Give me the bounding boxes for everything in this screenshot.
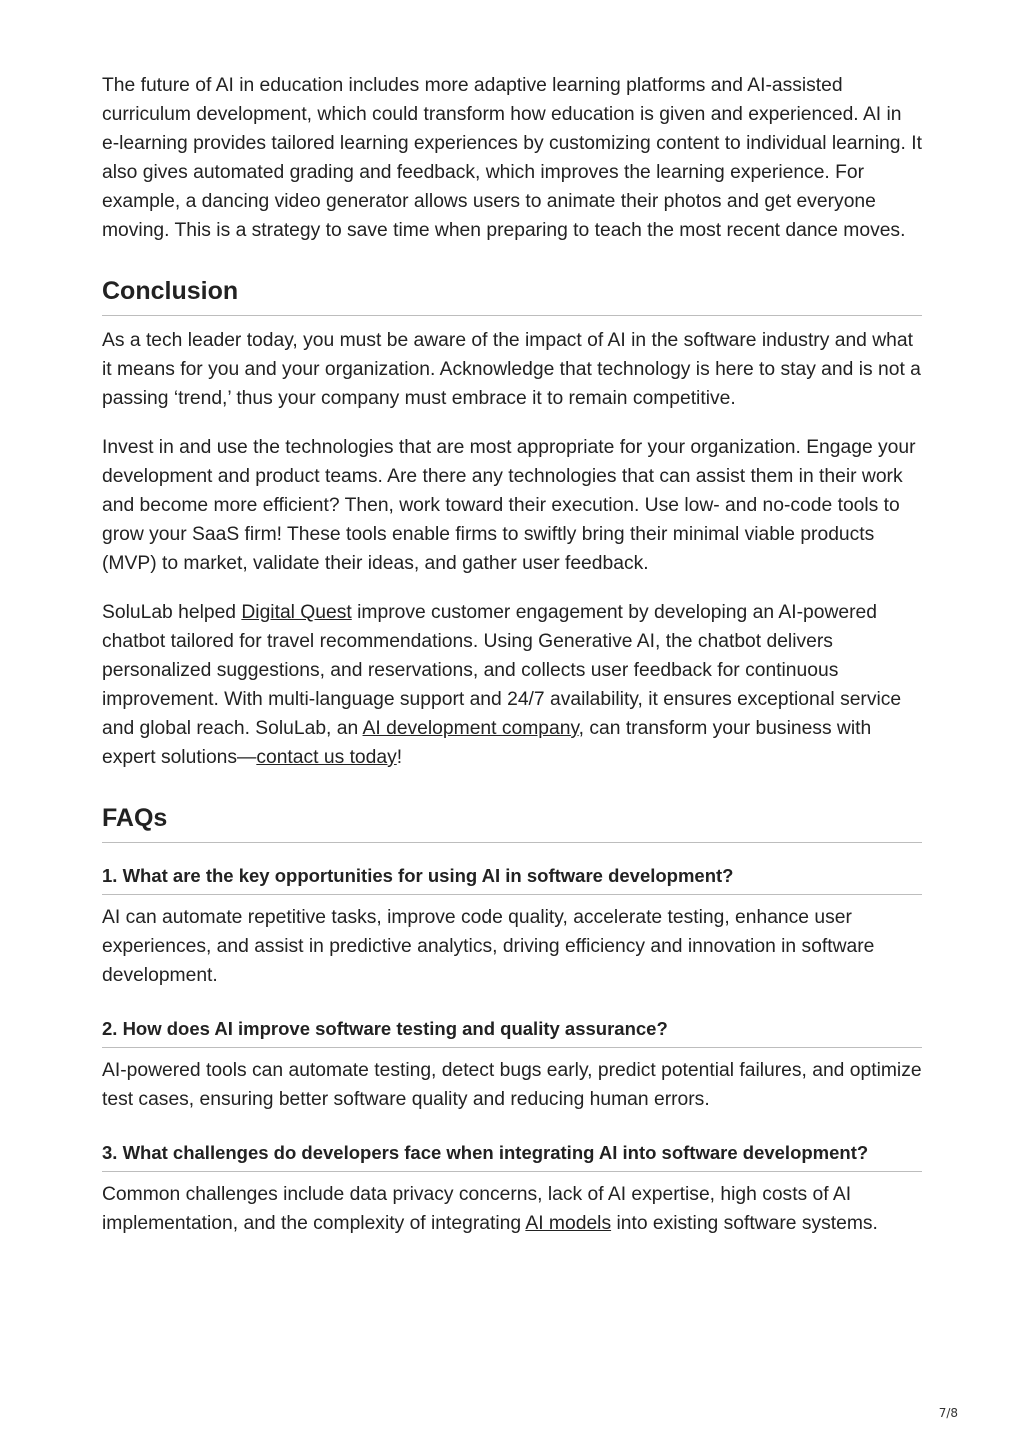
text-span: SoluLab helped xyxy=(102,602,242,623)
conclusion-paragraph-3 xyxy=(102,598,922,772)
faq-question-3: 3. What challenges do developers face when integrating AI into software development? xyxy=(102,1140,922,1172)
conclusion-paragraph-1: As a tech leader today, you must be aware of the impact of AI in the software industry and what it means for you and your organization. Acknowledge that technology is here to stay and is not a passing ‘trend,’ thus your company must embrace it to remain competitive. xyxy=(102,330,921,409)
faq-question-1: 1. What are the key opportunities for using AI in software development? xyxy=(102,863,922,895)
ai-development-company-link[interactable]: AI development company xyxy=(362,718,579,739)
text-span: , can transform your business with expert solutions— xyxy=(102,718,872,768)
faq-answer-1: AI can automate repetitive tasks, improve code quality, accelerate testing, enhance user experiences, and assist in predictive analytics, driving efficiency and innovation in software development. xyxy=(102,907,875,986)
text-span: ! xyxy=(396,747,403,768)
conclusion-paragraph-2: Invest in and use the technologies that are most appropriate for your organization. Engage your development and product teams. Are there any technologies that can assist them in their work and become more efficient? Then, work toward their execution. Use low- and no-code tools to grow your SaaS firm! These tools enable firms to swiftly bring their minimal viable products (MVP) to market, validate their ideas, and gather user feedback. xyxy=(102,437,916,574)
faqs-heading: FAQs xyxy=(102,802,922,843)
page-number: 7/8 xyxy=(938,1406,958,1420)
text-span: improve customer engagement by developing an AI-powered chatbot tailored for travel recommendations. Using Generative AI, the chatbot delivers personalized suggestions, and reservations, and collects user feedback for continuous improvement. With multi-language support and 24/7 availability, it ensures exceptional service and global reach. SoluLab, an xyxy=(102,602,902,739)
faq-question-2: 2. How does AI improve software testing and quality assurance? xyxy=(102,1016,922,1048)
faq-answer-3 xyxy=(102,1180,922,1238)
faq-answer-2: AI-powered tools can automate testing, detect bugs early, predict potential failures, and optimize test cases, ensuring better software quality and reducing human errors. xyxy=(102,1060,922,1110)
document-body xyxy=(102,71,922,1238)
conclusion-heading: Conclusion xyxy=(102,275,922,316)
ai-models-link[interactable]: AI models xyxy=(525,1213,612,1234)
text-span: Common challenges include data privacy concerns, lack of AI expertise, high costs of AI implementation, and the complexity of integrating xyxy=(102,1184,852,1234)
contact-us-link[interactable]: contact us today xyxy=(256,747,397,768)
digital-quest-link[interactable]: Digital Quest xyxy=(241,602,352,623)
text-span: into existing software systems. xyxy=(611,1213,878,1234)
intro-paragraph: The future of AI in education includes more adaptive learning platforms and AI-assisted curriculum development, which could transform how education is given and experienced. AI in e-learning provides tailored learning experiences by customizing content to individual learning. It also gives automated grading and feedback, which improves the learning experience. For example, a dancing video generator allows users to animate their photos and get everyone moving. This is a strategy to save time when preparing to teach the most recent dance moves. xyxy=(102,75,922,241)
